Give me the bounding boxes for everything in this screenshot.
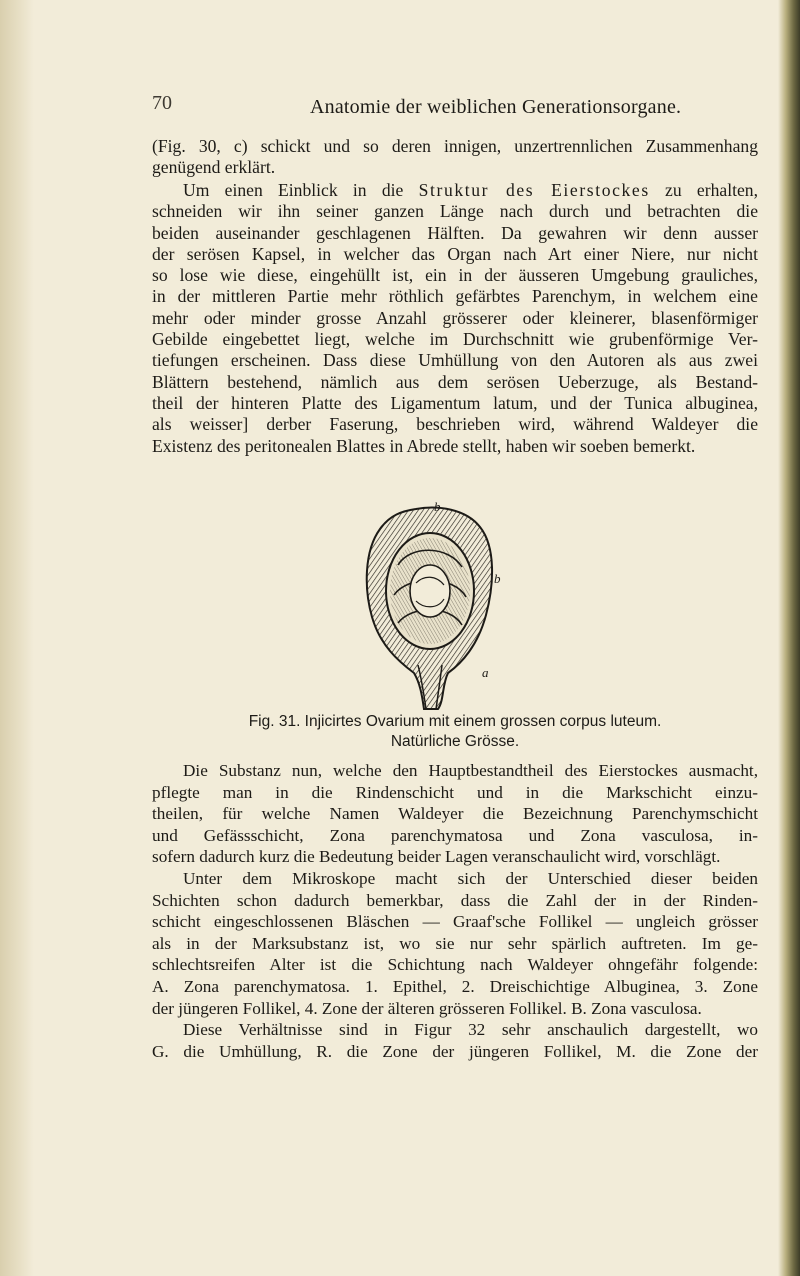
page-binding-left xyxy=(0,0,34,1276)
page-binding-right xyxy=(778,0,800,1276)
emphasized-term: Struktur des Eierstockes xyxy=(418,180,650,200)
figure-caption-subline: Natürliche Grösse. xyxy=(390,733,520,750)
running-head: Anatomie der weiblichen Generationsorgane. xyxy=(310,96,682,118)
text-line: theil der hinteren Platte des Ligamentum latum, und der Tunica albuginea, xyxy=(152,392,758,413)
text-line: schlechtsreifen Alter ist die Schichtung nach Waldeyer ohngefähr folgende: xyxy=(152,955,758,975)
text-line: der serösen Kapsel, in welcher das Organ nach Art einer Niere, nur nicht xyxy=(152,243,758,264)
substance-paragraph xyxy=(152,760,758,1062)
text-line: Existenz des peritonealen Blattes in Abrede stellt, haben wir soeben bemerkt. xyxy=(152,435,696,456)
page-number: 70 xyxy=(152,92,172,114)
text-line: der jüngeren Follikel, 4. Zone der älteren grösseren Follikel. B. Zona vasculosa. xyxy=(152,998,702,1018)
intro-paragraph xyxy=(152,136,758,179)
figure-caption: Fig. 31. Injicirtes Ovarium mit einem grossen corpus luteum. xyxy=(248,713,662,730)
text-line: Unter dem Mikroskope macht sich der Unterschied dieser beiden xyxy=(183,868,758,888)
text-line: und Gefässschicht, Zona parenchymatosa und Zona vasculosa, in- xyxy=(152,825,758,845)
text-line: Gebilde eingebettet liegt, welche im Durchschnitt wie grubenförmige Ver- xyxy=(152,329,758,350)
text-fragment: zu erhalten, xyxy=(649,180,758,200)
text-line: in der mittleren Partie mehr röthlich gefärbtes Parenchym, in welchem eine xyxy=(152,286,758,307)
text-line: Diese Verhältnisse sind in Figur 32 sehr anschaulich dargestellt, wo xyxy=(183,1020,758,1040)
text-line: Die Substanz nun, welche den Hauptbestandtheil des Eierstockes ausmacht, xyxy=(183,761,758,780)
text-line: beiden auseinander geschlagenen Hälften. Da gewahren wir denn ausser xyxy=(152,222,758,243)
text-fragment: Um einen Einblick in die xyxy=(183,180,419,200)
text-line: pflegte man in die Rindenschicht und in die Markschicht einzu- xyxy=(152,782,758,802)
figure-label-b-right: b xyxy=(494,571,501,586)
text-line: als weisser] derber Faserung, beschrieben wird, während Waldeyer die xyxy=(152,414,758,435)
text-line: Schichten schon dadurch bemerkbar, dass die Zahl der in der Rinden- xyxy=(152,890,758,910)
text-line: genügend erklärt. xyxy=(152,157,276,178)
text-line: sofern dadurch kurz die Bedeutung beider Lagen veranschaulicht wird, vorschlägt. xyxy=(152,847,721,867)
text-line: schneiden wir ihn seiner ganzen Länge nach durch und betrachten die xyxy=(152,201,758,222)
structure-paragraph xyxy=(152,180,758,457)
text-line: Blättern bestehend, nämlich aus dem serösen Ueberzuge, als Bestand- xyxy=(152,371,758,392)
text-line: G. die Umhüllung, R. die Zone der jüngeren Follikel, M. die Zone der xyxy=(152,1041,758,1061)
text-line: mehr oder minder grosse Anzahl grösserer oder kleinerer, blasenförmiger xyxy=(152,307,758,328)
text-line: als in der Marksubstanz ist, wo sie nur sehr spärlich auftreten. Im ge- xyxy=(152,933,758,953)
text-line: schicht eingeschlossenen Bläschen — Graaf'sche Follikel — ungleich grösser xyxy=(152,912,758,932)
text-line: (Fig. 30, c) schickt und so deren innigen, unzertrennlichen Zusammenhang xyxy=(152,136,758,156)
text-line: theilen, für welche Namen Waldeyer die Bezeichnung Parenchymschicht xyxy=(152,804,758,824)
ovarium-illustration xyxy=(358,499,501,713)
text-line: A. Zona parenchymatosa. 1. Epithel, 2. Dreischichtige Albuginea, 3. Zone xyxy=(152,976,758,996)
figure-label-b-top: b xyxy=(434,499,441,514)
text-line xyxy=(152,180,758,201)
text-line: tiefungen erscheinen. Dass diese Umhüllung von den Autoren als aus zwei xyxy=(152,350,758,371)
figure-label-a: a xyxy=(482,665,489,680)
text-line: so lose wie diese, eingehüllt ist, ein in der äusseren Umgebung grauliches, xyxy=(152,265,758,286)
ovarium-drawing xyxy=(358,505,498,713)
